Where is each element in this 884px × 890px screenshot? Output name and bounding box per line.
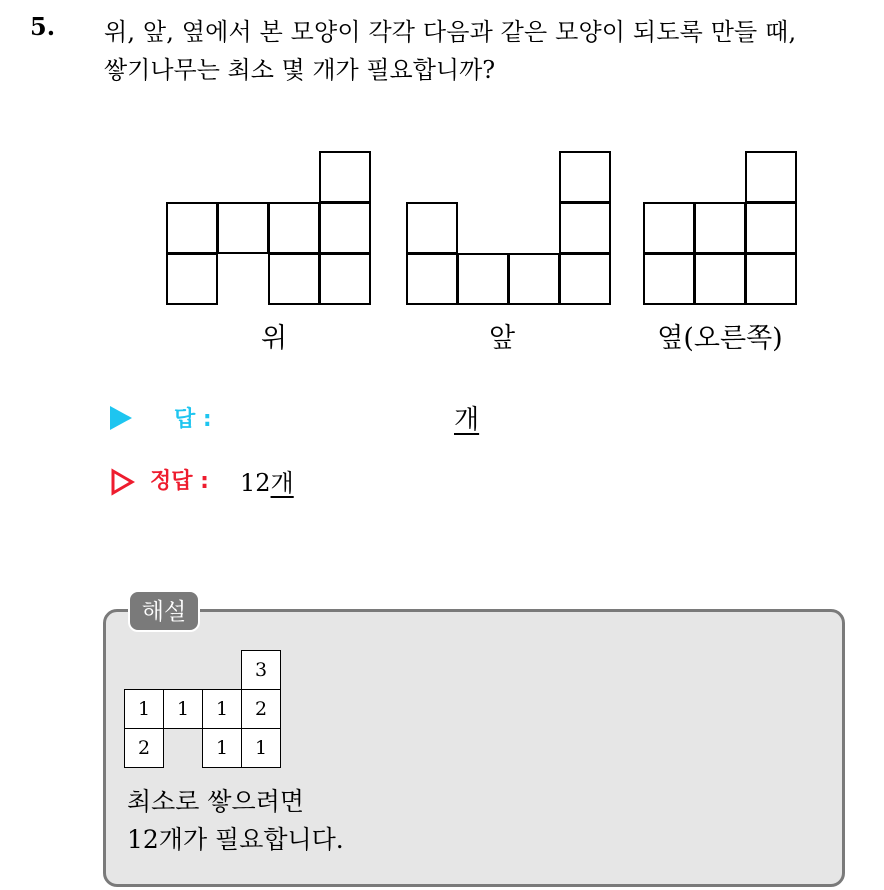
question-number: 5.: [30, 12, 56, 41]
answer-row: [110, 398, 530, 438]
view-cell: [319, 253, 371, 305]
view-cell: [694, 253, 746, 305]
answer-unit: 개: [454, 405, 480, 435]
view-cell: [406, 202, 458, 254]
correct-unit: 개: [270, 469, 294, 497]
view-cell: [166, 202, 218, 254]
view-cell: [457, 253, 509, 305]
view-cell: [268, 202, 320, 254]
view-cell: [694, 202, 746, 254]
correct-answer-row: [110, 462, 410, 502]
correct-number: 12: [240, 469, 271, 497]
correct-answer-label: 정답 :: [150, 469, 209, 494]
top-view-shape: [166, 151, 372, 305]
view-cell: [319, 202, 371, 254]
view-cell: [643, 253, 695, 305]
count-cell: 2: [124, 728, 164, 768]
view-cell: [268, 253, 320, 305]
play-triangle-icon: [110, 406, 132, 430]
front-view-label: 앞: [488, 323, 516, 354]
question-text-line2: 쌓기나무는 최소 몇 개가 필요합니까?: [104, 56, 496, 84]
outline-triangle-icon: [110, 468, 136, 496]
view-cell: [406, 253, 458, 305]
view-cell: [643, 202, 695, 254]
view-cell: [319, 151, 371, 203]
side-view-shape: [643, 151, 799, 305]
top-view-label: 위: [260, 323, 288, 354]
correct-answer-value: [240, 463, 294, 498]
view-cell: [217, 202, 269, 254]
view-cell: [745, 151, 797, 203]
count-cell: 1: [202, 689, 242, 729]
side-view-label: 옆(오른쪽): [657, 323, 783, 354]
answer-label: 답 :: [174, 407, 212, 432]
question-text-line1: 위, 앞, 옆에서 본 모양이 각각 다음과 같은 모양이 되도록 만들 때,: [104, 18, 797, 46]
count-cell: 1: [124, 689, 164, 729]
front-view-shape: [406, 151, 612, 305]
solution-text-line1: 최소로 쌓으려면: [127, 787, 304, 816]
solution-tag: 해설: [128, 590, 200, 632]
count-cell: 1: [202, 728, 242, 768]
view-cell: [559, 151, 611, 203]
view-cell: [166, 253, 218, 305]
count-cell: 3: [241, 650, 281, 690]
count-cell: 1: [241, 728, 281, 768]
view-cell: [745, 253, 797, 305]
view-cell: [508, 253, 560, 305]
count-cell: 2: [241, 689, 281, 729]
view-cell: [559, 202, 611, 254]
view-cell: [559, 253, 611, 305]
count-cell: 1: [163, 689, 203, 729]
solution-count-grid: [124, 650, 284, 770]
view-cell: [745, 202, 797, 254]
solution-text-line2: 12개가 필요합니다.: [127, 825, 344, 854]
